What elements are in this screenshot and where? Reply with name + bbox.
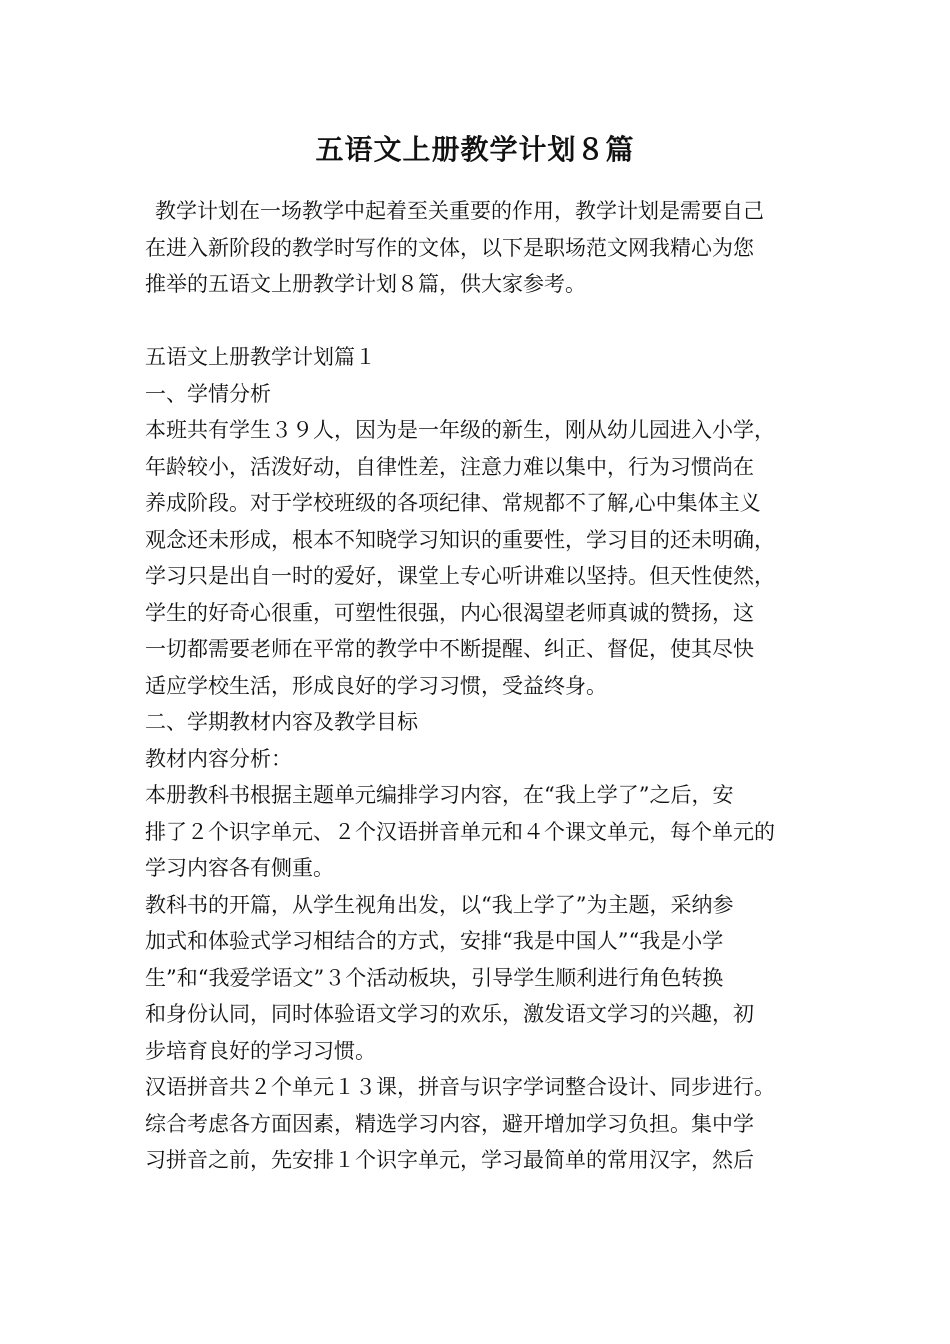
paragraph-1-line: 学生的好奇心很重，可塑性很强，内心很渴望老师真诚的赞扬，这 xyxy=(145,600,754,625)
paragraph-4-line: 综合考虑各方面因素，精选学习内容，避开增加学习负担。集中学 xyxy=(145,1111,754,1136)
paragraph-gap xyxy=(145,303,809,340)
paragraph-3-line: 生”和“我爱学语文”３个活动板块，引导学生顺利进行角色转换 xyxy=(145,965,724,990)
subheading-textbook-analysis: 教材内容分析： xyxy=(145,746,292,771)
heading-textbook-goals: 二、学期教材内容及教学目标 xyxy=(145,710,418,734)
paragraph-1-line: 年龄较小，活泼好动，自律性差，注意力难以集中，行为习惯尚在 xyxy=(145,454,754,479)
paragraph-2-line: 排了２个识字单元、２个汉语拼音单元和４个课文单元，每个单元的 xyxy=(145,819,775,844)
intro-line: 在进入新阶段的教学时写作的文体，以下是职场范文网我精心为您 xyxy=(145,235,754,260)
paragraph-1-line: 适应学校生活，形成良好的学习习惯，受益终身。 xyxy=(145,673,607,698)
paragraph-4-line: 习拼音之前，先安排１个识字单元，学习最简单的常用汉字，然后 xyxy=(145,1148,754,1172)
intro-line: 教学计划在一场教学中起着至关重要的作用，教学计划是需要自己 xyxy=(155,199,764,223)
paragraph-3-line: 教科书的开篇，从学生视角出发，以“我上学了”为主题，采纳参 xyxy=(145,892,734,917)
paragraph-1-line: 养成阶段。对于学校班级的各项纪律、常规都不了解,心中集体主义 xyxy=(145,491,761,515)
paragraph-3-line: 步培育良好的学习习惯。 xyxy=(145,1038,376,1063)
paragraph-2-line: 本册教科书根据主题单元编排学习内容，在“我上学了”之后，安 xyxy=(145,783,734,807)
document-title: 五语文上册教学计划８篇 xyxy=(315,133,635,166)
paragraph-1-line: 本班共有学生３９人，因为是一年级的新生，刚从幼儿园进入小学， xyxy=(145,418,775,442)
paragraph-3-line: 加式和体验式学习相结合的方式，安排“我是中国人”“我是小学 xyxy=(145,929,724,953)
intro-line: 推举的五语文上册教学计划８篇，供大家参考。 xyxy=(145,272,586,296)
paragraph-4-line: 汉语拼音共２个单元１３课，拼音与识字学词整合设计、同步进行。 xyxy=(145,1075,775,1099)
paragraph-2-line: 学习内容各有侧重。 xyxy=(145,856,334,880)
paragraph-1-line: 学习只是出自一时的爱好，课堂上专心听讲难以坚持。但天性使然， xyxy=(145,564,775,588)
paragraph-3-line: 和身份认同，同时体验语文学习的欢乐，激发语文学习的兴趣，初 xyxy=(145,1002,754,1026)
document-body xyxy=(145,193,809,1179)
section-title: 五语文上册教学计划篇１ xyxy=(145,345,376,369)
paragraph-1-line: 观念还未形成，根本不知晓学习知识的重要性，学习目的还未明确， xyxy=(145,527,775,552)
heading-learning-analysis: 一、学情分析 xyxy=(145,381,271,406)
paragraph-1-line: 一切都需要老师在平常的教学中不断提醒、纠正、督促，使其尽快 xyxy=(145,637,754,661)
